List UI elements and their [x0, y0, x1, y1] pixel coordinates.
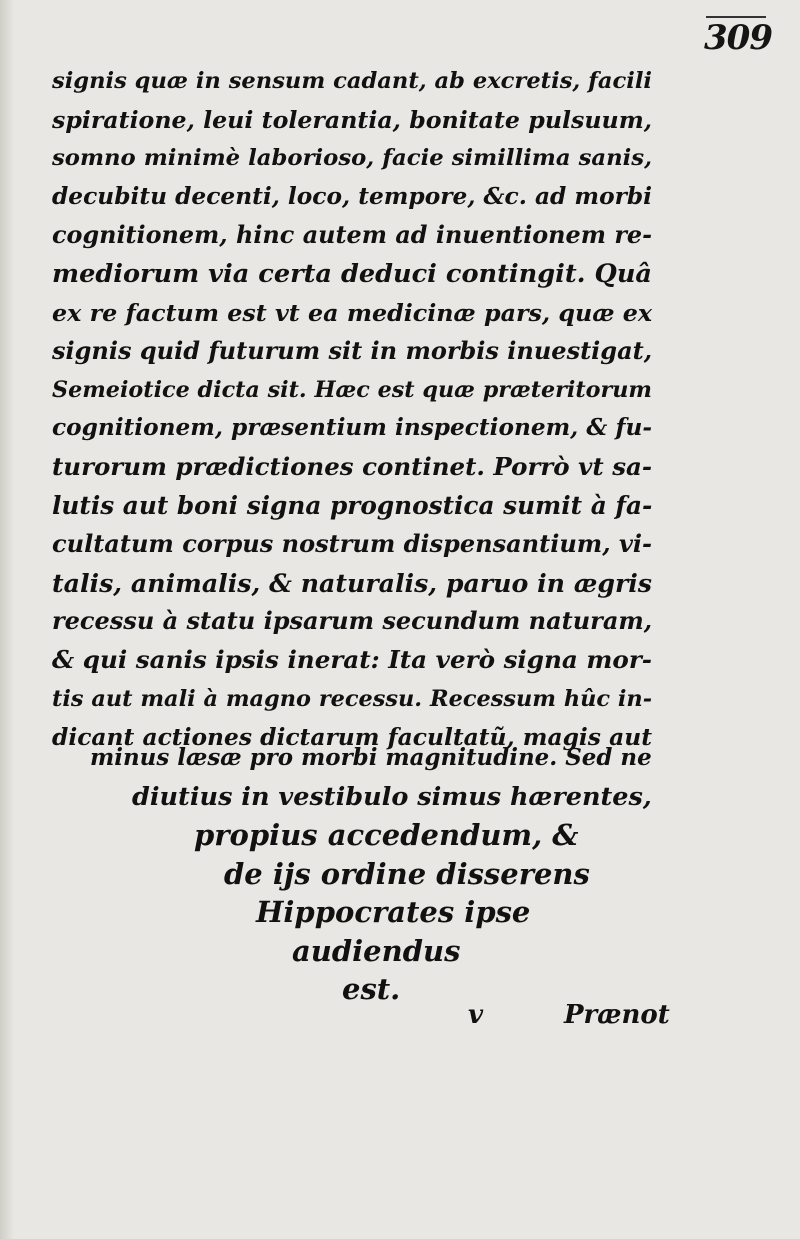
- text-line: decubitu decenti, loco, tempore, &c. ad morbi: [52, 182, 652, 210]
- text-line: & qui sanis ipsis inerat: Ita verò signa mor-: [52, 644, 653, 674]
- text-line: cognitionem, præsentium inspectionem, & fu-: [52, 414, 652, 442]
- text-line: somno minimè laborioso, facie simillima sanis,: [52, 145, 652, 172]
- text-line: recessu à statu ipsarum secundum naturam,: [52, 606, 653, 636]
- text-line: Semeiotice dicta sit. Hæc est quæ præteritorum: [52, 376, 652, 403]
- scan-shadow-edge: [0, 0, 14, 1239]
- catchword: Prænot: [564, 1000, 670, 1030]
- text-line: signis quæ in sensum cadant, ab excretis, facili: [52, 68, 652, 94]
- text-line: cognitionem, hinc autem ad inuentionem re-: [52, 221, 652, 250]
- body-paragraph: [52, 62, 652, 757]
- text-line: ex re factum est vt ea medicinæ pars, quæ ex: [52, 298, 653, 327]
- taper-line: est.: [342, 972, 401, 1006]
- taper-line: de ijs ordine disserens: [224, 856, 590, 891]
- taper-line: minus læsæ pro morbi magnitudine. Sed ne: [90, 744, 652, 771]
- taper-line: propius accedendum, &: [194, 818, 579, 852]
- text-line: cultatum corpus nostrum dispensantium, vi-: [52, 529, 652, 559]
- text-line: mediorum via certa deduci contingit. Quâ: [52, 258, 652, 289]
- text-line: talis, animalis, & naturalis, paruo in ægris: [52, 567, 652, 598]
- page-number: 309: [704, 18, 772, 58]
- text-line: tis aut mali à magno recessu. Recessum hûc in-: [52, 685, 652, 712]
- text-line: dicant actiones dictarum facultatũ, magis aut: [52, 723, 652, 752]
- taper-line: diutius in vestibulo simus hærentes,: [132, 781, 652, 812]
- taper-line: audiendus: [292, 933, 461, 968]
- text-line: turorum prædictiones continet. Porrò vt sa-: [52, 451, 652, 481]
- text-line: signis quid futurum sit in morbis inuestigat,: [52, 336, 653, 366]
- text-line: spiratione, leui tolerantia, bonitate pulsuum,: [52, 105, 652, 134]
- signature-mark: v: [468, 1000, 484, 1030]
- taper-line: Hippocrates ipse: [256, 895, 531, 929]
- text-line: lutis aut boni signa prognostica sumit à fa-: [52, 490, 653, 520]
